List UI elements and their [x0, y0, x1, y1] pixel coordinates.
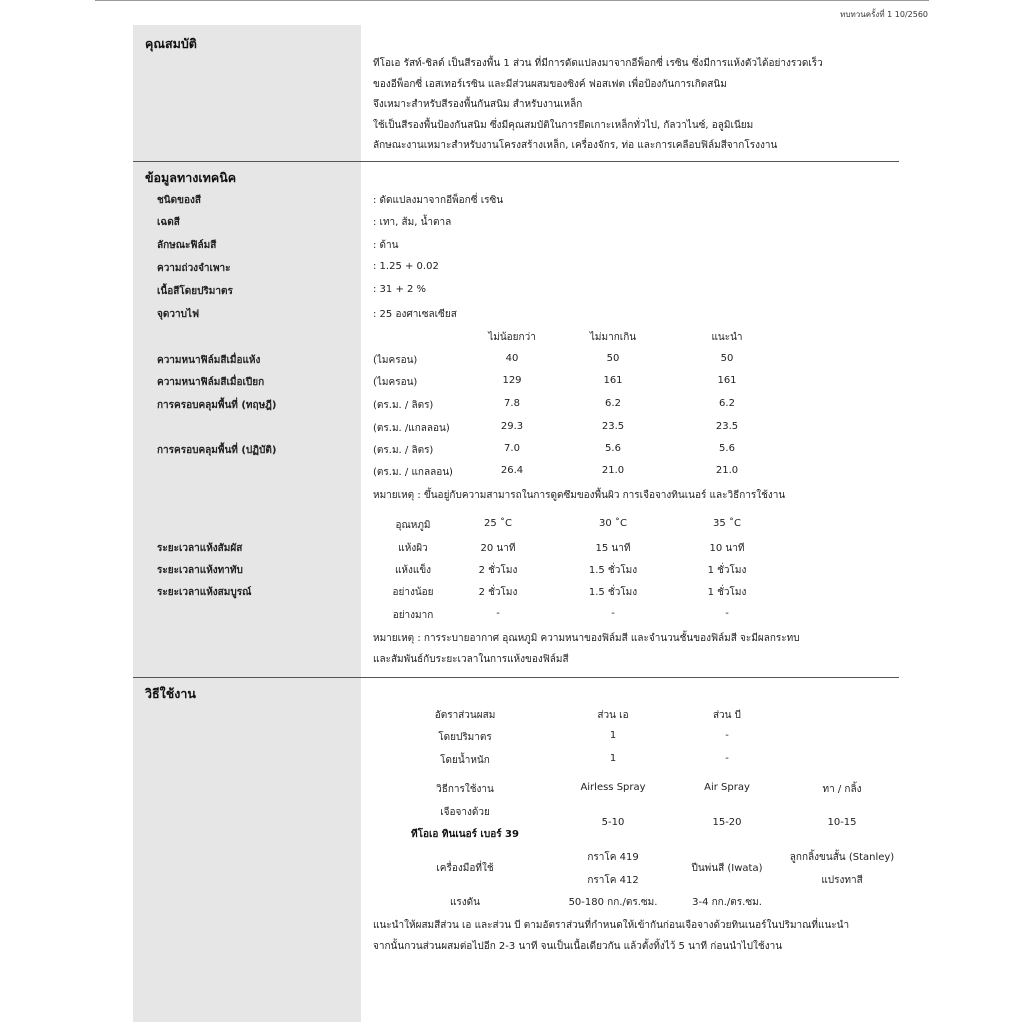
note-drying: หมายเหตุ : การระบายอากาศ อุณหภูมิ ความหนาของฟิล์มสี และจำนวนชั้นของฟิล์มสี จะมีผลกระทบ: [373, 633, 800, 644]
film-col-header: ไม่น้อยกว่า: [488, 332, 536, 343]
equip-brush: แปรงทาสี: [821, 875, 863, 886]
properties-heading: คุณสมบัติ: [145, 36, 197, 51]
film-cell: 50: [606, 353, 620, 364]
temp-label: อุณหภูมิ: [395, 520, 431, 531]
pressure-cell: 3-4 กก./ตร.ซม.: [692, 897, 762, 908]
thin-cell: 5-10: [601, 817, 625, 828]
properties-line: ของอีพ็อกซี่ เอสเทอร์เรซิน และมีส่วนผสมของซิงค์ ฟอสเฟต เพื่อป้องกันการเกิดสนิม: [373, 79, 727, 90]
spec-label: จุดวาบไฟ: [157, 309, 200, 320]
mix-cell: 1: [609, 753, 617, 764]
film-row-unit: (ตร.ม. / ลิตร): [373, 400, 434, 411]
film-row-label: ความหนาฟิล์มสีเมื่อแห้ง: [157, 355, 261, 366]
film-cell: 5.6: [719, 443, 735, 454]
dry-cell: -: [725, 608, 729, 619]
film-col-header: แนะนำ: [711, 332, 743, 343]
spec-label: ลักษณะฟิล์มสี: [157, 240, 217, 251]
dry-cell: 1.5 ชั่วโมง: [588, 587, 638, 598]
spec-value: : ดัดแปลงมาจากอีพ็อกซี่ เรซิน: [373, 195, 504, 206]
dry-cell: -: [496, 608, 500, 619]
properties-line: ทีโอเอ รัสท์-ชิลด์ เป็นสีรองพื้น 1 ส่วน ที่มีการดัดแปลงมาจากอีพ็อกซี่ เรซิน ซึ่งมีการแห้งตัวได้อย่างรวดเร็ว: [373, 58, 823, 69]
properties-line: ลักษณะงานเหมาะสำหรับงานโครงสร้างเหล็ก, เครื่องจักร, ท่อ และการเคลือบฟิล์มสีจากโรงงาน: [373, 140, 778, 151]
film-cell: 26.4: [500, 465, 524, 476]
spec-value: : ด้าน: [373, 240, 399, 251]
dry-row-label: ระยะเวลาแห้งสมบูรณ์: [157, 587, 252, 598]
thin-label: เจือจางด้วย: [440, 807, 490, 818]
usage-instruction: แนะนำให้ผสมสีส่วน เอ และส่วน บี ตามอัตราส่วนที่กำหนดให้เข้ากันก่อนเจือจางด้วยทินเนอร์ในปริมาณที่แนะนำ: [373, 920, 850, 931]
spec-label: เนื้อสีโดยปริมาตร: [157, 286, 233, 297]
film-row-label: ความหนาฟิล์มสีเมื่อเปียก: [157, 377, 265, 388]
film-cell: 50: [720, 353, 734, 364]
film-row-unit: (ไมครอน): [373, 355, 418, 366]
dry-row-label: ระยะเวลาแห้งทาทับ: [157, 565, 243, 576]
equip-airless: กราโค 412: [587, 875, 639, 886]
pressure-label: แรงดัน: [449, 897, 481, 908]
dry-cell: 1 ชั่วโมง: [707, 565, 747, 576]
dry-cell: 1 ชั่วโมง: [707, 587, 747, 598]
section-divider: [133, 161, 899, 162]
top-rule: [95, 0, 929, 1]
temp-header: 25 ˚C: [484, 518, 512, 529]
dry-cell: 2 ชั่วโมง: [478, 565, 518, 576]
spec-label: เฉดสี: [157, 217, 180, 228]
properties-line: จึงเหมาะสำหรับสีรองพื้นกันสนิม สำหรับงานเหล็ก: [373, 99, 583, 110]
spec-value: : เทา, ส้ม, น้ำตาล: [373, 217, 452, 228]
film-cell: 7.0: [504, 443, 520, 454]
film-cell: 29.3: [500, 421, 524, 432]
mix-row-label: โดยปริมาตร: [438, 732, 492, 743]
film-cell: 40: [505, 353, 519, 364]
equip-airless: กราโค 419: [587, 852, 639, 863]
equip-brush: ลูกกลิ้งขนสั้น (Stanley): [789, 852, 895, 863]
properties-line: ใช้เป็นสีรองพื้นป้องกันสนิม ซึ่งมีคุณสมบัติในการยึดเกาะเหล็กทั่วไป, กัลวาไนซ์, อลูมิเนียม: [373, 120, 754, 131]
film-row-label: การครอบคลุมพื้นที่ (ทฤษฎี): [157, 400, 277, 411]
technical-heading: ข้อมูลทางเทคนิค: [145, 170, 237, 185]
spec-value: : 31 + 2 %: [373, 284, 427, 295]
mix-row-label: โดยน้ำหนัก: [440, 755, 490, 766]
film-cell: 21.0: [715, 465, 739, 476]
temp-header: 35 ˚C: [713, 518, 741, 529]
film-row-unit: (ตร.ม. / แกลลอน): [373, 467, 453, 478]
pressure-cell: 50-180 กก./ตร.ซม.: [568, 897, 658, 908]
equip-label: เครื่องมือที่ใช้: [436, 863, 494, 874]
film-row-unit: (ตร.ม. / ลิตร): [373, 445, 434, 456]
dry-cell: 10 นาที: [709, 543, 745, 554]
usage-heading: วิธีใช้งาน: [145, 686, 196, 701]
dry-cell: -: [611, 608, 615, 619]
temp-header: 30 ˚C: [599, 518, 627, 529]
thinner-name: ทีโอเอ ทินเนอร์ เบอร์ 39: [411, 829, 519, 840]
spec-value: : 1.25 + 0.02: [373, 261, 439, 272]
mix-cell: 1: [609, 730, 617, 741]
film-row-unit: (ไมครอน): [373, 377, 418, 388]
note-coverage: หมายเหตุ : ขึ้นอยู่กับความสามารถในการดูดซึมของพื้นผิว การเจือจางทินเนอร์ และวิธีการใช้งาน: [373, 490, 786, 501]
dry-cell: 15 นาที: [595, 543, 631, 554]
film-col-header: ไม่มากเกิน: [589, 332, 637, 343]
note-drying: และสัมพันธ์กับระยะเวลาในการแห้งของฟิล์มสี: [373, 654, 569, 665]
usage-instruction: จากนั้นกวนส่วนผสมต่อไปอีก 2-3 นาที จนเป็นเนื้อเดียวกัน แล้วตั้งทิ้งไว้ 5 นาที ก่อนนำไปใช้งาน: [373, 941, 783, 952]
film-cell: 161: [717, 375, 737, 386]
dry-row-label: ระยะเวลาแห้งสัมผัส: [157, 543, 243, 554]
film-cell: 23.5: [715, 421, 739, 432]
film-cell: 6.2: [719, 398, 735, 409]
section-divider: [133, 677, 899, 678]
thin-cell: 15-20: [712, 817, 742, 828]
dry-cell: 20 นาที: [480, 543, 516, 554]
mix-header: ส่วน เอ: [597, 710, 629, 721]
dry-sub-label: แห้งผิว: [398, 543, 428, 554]
dry-sub-label: อย่างมาก: [392, 610, 434, 621]
spec-label: ความถ่วงจำเพาะ: [157, 263, 231, 274]
film-cell: 129: [502, 375, 522, 386]
film-cell: 21.0: [601, 465, 625, 476]
equip-air: ปืนพ่นสี (Iwata): [691, 863, 763, 874]
film-cell: 23.5: [601, 421, 625, 432]
mix-header: อัตราส่วนผสม: [434, 710, 496, 721]
thin-cell: 10-15: [827, 817, 857, 828]
method-header: Air Spray: [704, 782, 750, 793]
dry-cell: 1.5 ชั่วโมง: [588, 565, 638, 576]
film-cell: 161: [603, 375, 623, 386]
spec-value: : 25 องศาเซลเซียส: [373, 309, 457, 320]
dry-cell: 2 ชั่วโมง: [478, 587, 518, 598]
method-header: Airless Spray: [580, 782, 646, 793]
mix-cell: -: [725, 753, 729, 764]
method-header: วิธีการใช้งาน: [436, 784, 494, 795]
dry-sub-label: อย่างน้อย: [392, 587, 434, 598]
spec-label: ชนิดของสี: [157, 195, 201, 206]
mix-header: ส่วน บี: [712, 710, 742, 721]
method-header: ทา / กลิ้ง: [822, 784, 862, 795]
film-cell: 6.2: [605, 398, 621, 409]
film-cell: 5.6: [605, 443, 621, 454]
revision-note: ทบทวนครั้งที่ 1 10/2560: [840, 10, 928, 19]
mix-cell: -: [725, 730, 729, 741]
film-cell: 7.8: [504, 398, 520, 409]
film-row-label: การครอบคลุมพื้นที่ (ปฏิบัติ): [157, 445, 277, 456]
film-row-unit: (ตร.ม. /แกลลอน): [373, 423, 450, 434]
dry-sub-label: แห้งแข็ง: [394, 565, 432, 576]
